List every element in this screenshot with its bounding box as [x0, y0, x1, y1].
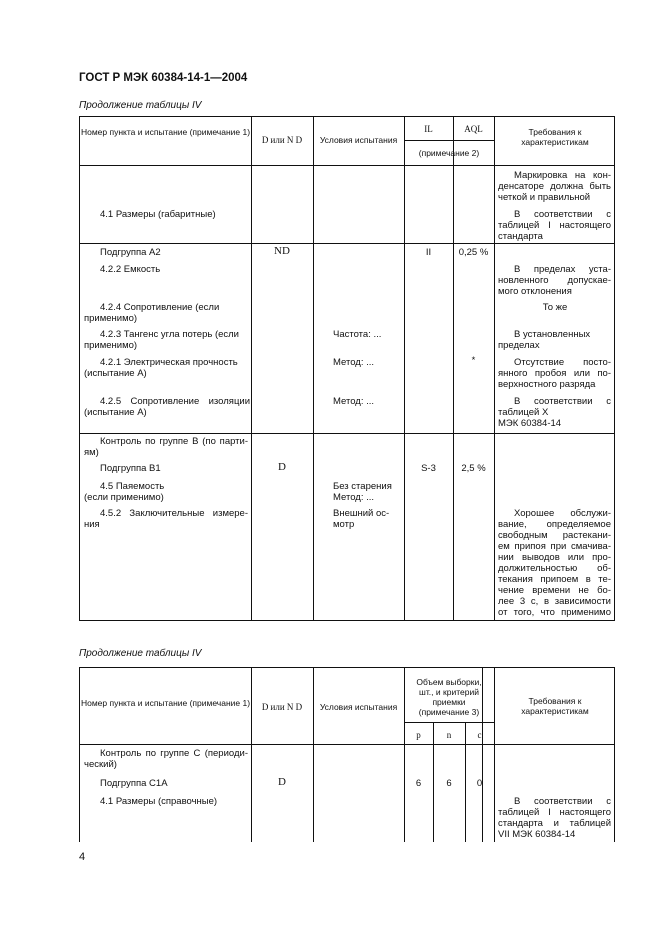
- document-header: ГОСТ Р МЭК 60384-14-1—2004: [79, 72, 248, 84]
- requirements-capacitance: В пределах уста- новленного допускае- мого отклонения: [498, 264, 611, 297]
- header-requirements: Требования к характеристикам: [521, 127, 589, 147]
- dielectric-aql-note: *: [471, 355, 476, 366]
- clause-4-2-5: 4.2.5 Сопротивление изоляции (испытание А): [84, 396, 250, 418]
- header-d-or-nd: D или N D: [261, 135, 303, 145]
- header-test-conditions: Условия испытания: [319, 135, 398, 145]
- t2-header-sample-size: Объем выборки, шт., и критерий приемки (примечание 3): [416, 677, 482, 717]
- clause-4-5: 4.5 Паяемость (если применимо): [84, 481, 165, 503]
- table1: [79, 116, 615, 621]
- requirements-resistance: То же: [542, 302, 568, 313]
- frequency-condition: Частота: ...: [333, 329, 382, 340]
- requirements-solderability: Хорошее обслужи- вание, определяемое свободным растекани- ем припоя при смачива- нии выводов или про- должительностью об- текания припоем в те- чение времени не бо- лее 3 с, в зависимости от того, что применимо: [498, 508, 611, 618]
- header-aql: AQL: [464, 124, 483, 134]
- clause-4-2-2: 4.2.2 Емкость: [100, 264, 161, 275]
- solderability-conditions: Без старения Метод: ...: [333, 481, 392, 503]
- b1-il: S-3: [421, 463, 436, 474]
- group-c-control: Контроль по группе С (периоди- ческий): [84, 748, 248, 770]
- group-b-control: Контроль по группе В (по парти- ям): [84, 436, 248, 458]
- clause-4-1: 4.1 Размеры (габаритные): [100, 209, 216, 220]
- clause-4-1-reference: 4.1 Размеры (справочные): [100, 796, 218, 807]
- t2-header-c: c: [477, 730, 482, 740]
- t2-header-clause-test: Номер пункта и испытание (примечание 1): [80, 698, 251, 708]
- requirements-insulation: В соответствии с таблицей X МЭК 60384-14: [498, 396, 611, 429]
- requirements-dielectric: Отсутствие посто- янного пробоя или по- верхностного разряда: [498, 357, 611, 390]
- table1-caption: Продолжение таблицы IV: [79, 100, 202, 111]
- table2: [79, 667, 615, 842]
- a2-aql: 0,25 %: [458, 247, 489, 258]
- requirements-tangent: В установленных пределах: [498, 329, 591, 351]
- clause-4-2-1: 4.2.1 Электрическая прочность (испытание А): [84, 357, 238, 379]
- header-il: IL: [424, 124, 433, 134]
- subgroup-c1a: Подгруппа С1А: [100, 778, 168, 789]
- clause-4-5-2: 4.5.2 Заключительные измере- ния: [84, 508, 248, 530]
- c1a-p: 6: [415, 778, 422, 789]
- table2-caption: Продолжение таблицы IV: [79, 648, 202, 659]
- t2-header-test-conditions: Условия испытания: [319, 702, 398, 712]
- t2-header-p: p: [416, 730, 421, 740]
- b1-aql: 2,5 %: [461, 463, 486, 474]
- t2-header-requirements: Требования к характеристикам: [521, 696, 589, 716]
- t2-header-d-or-nd: D или N D: [261, 702, 303, 712]
- requirements-marking: Маркировка на кон- денсаторе должна быть четкой и правильной: [498, 170, 611, 203]
- subgroup-b1: Подгруппа В1: [100, 463, 161, 474]
- c1a-d: D: [278, 776, 286, 788]
- requirements-dimensions-reference: В соответствии с таблицей I настоящего стандарта и таблицей VII МЭК 60384-14: [498, 796, 611, 840]
- c1a-n: 6: [446, 778, 452, 789]
- requirements-4-1: В соответствии с таблицей I настоящего стандарта: [498, 209, 611, 242]
- a2-il: II: [425, 247, 432, 258]
- c1a-c: 0: [476, 778, 483, 789]
- header-note2: (примечание 2): [418, 148, 480, 158]
- clause-4-2-3: 4.2.3 Тангенс угла потерь (если применимо): [84, 329, 239, 351]
- header-clause-test: Номер пункта и испытание (примечание 1): [80, 127, 251, 137]
- clause-4-2-4: 4.2.4 Сопротивление (если применимо): [84, 302, 220, 324]
- method-insulation: Метод: ...: [333, 396, 375, 407]
- page-number: 4: [79, 851, 86, 863]
- method-dielectric: Метод: ...: [333, 357, 375, 368]
- a2-nd: ND: [274, 245, 290, 257]
- b1-d: D: [278, 461, 286, 473]
- t2-header-n: n: [446, 730, 452, 740]
- subgroup-a2: Подгруппа А2: [100, 247, 161, 258]
- final-measurements-conditions: Внешний ос- мотр: [333, 508, 390, 530]
